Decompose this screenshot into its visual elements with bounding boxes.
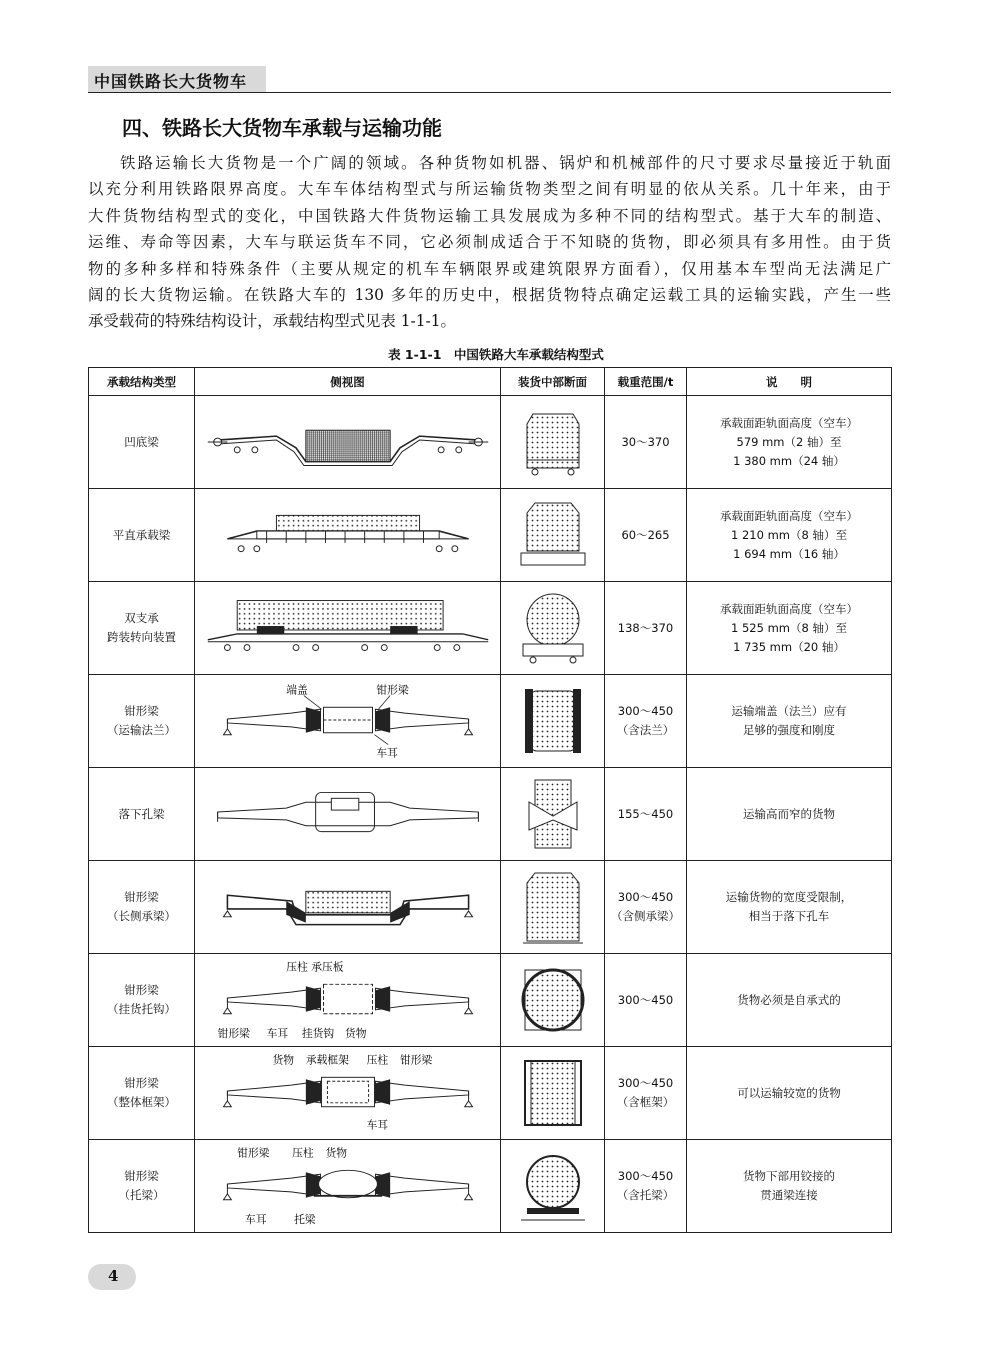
cell-note: [687, 582, 892, 675]
diagram-label: 托梁: [293, 1213, 316, 1227]
diagram-label: 车耳: [266, 1027, 288, 1041]
note-line: 1 210 mm（8 轴）至: [731, 527, 847, 542]
note-line: 579 mm（2 轴）至: [736, 434, 842, 449]
section-drawing: [505, 586, 601, 670]
note-line: 1 735 mm（20 轴）: [733, 639, 845, 654]
diagram-label: 货物: [272, 1053, 294, 1067]
cell-side-view: [195, 768, 501, 861]
cell-note: [687, 1140, 892, 1233]
cell-note: [687, 954, 892, 1047]
diagram-label: 端盖: [285, 683, 308, 697]
side-view-drawing: [198, 1144, 498, 1228]
note-line: 运输端盖（法兰）应有: [731, 704, 847, 718]
note-line: 运输货物的宽度受限制，: [725, 890, 853, 904]
section-drawing: [505, 865, 601, 949]
paragraph-line: 运维、寿命等因素，大车与联运货车不同，它必须制成适合于不知晓的货物，即必须具有多用性。由于货: [88, 233, 891, 252]
type-line: 平直承载梁: [112, 527, 171, 542]
type-line: 钳形梁: [124, 1169, 159, 1183]
load-line: 300～450: [617, 992, 674, 1007]
type-line: 跨装转向装置: [107, 630, 176, 644]
note-line: 货物下部用铰接的: [743, 1169, 835, 1183]
note-line: 足够的强度和刚度: [743, 723, 835, 737]
running-header: 中国铁路长大货物车: [94, 72, 248, 91]
load-line: （含法兰）: [616, 723, 675, 737]
note-line: 运输高而窄的货物: [743, 806, 835, 821]
cell-section-view: [501, 582, 605, 675]
diagram-label: 挂货钩: [301, 1027, 334, 1041]
load-line: 30～370: [621, 434, 670, 449]
cell-note: [687, 1047, 892, 1140]
cell-structure-type: [89, 675, 195, 768]
side-view-drawing: [198, 1051, 498, 1135]
cell-structure-type: [89, 768, 195, 861]
header-load: 载重范围/t: [605, 368, 687, 396]
cell-note: [687, 489, 892, 582]
cell-side-view: [195, 954, 501, 1047]
diagram-label: 压柱: [291, 1146, 314, 1160]
header-rule: [88, 92, 891, 93]
diagram-label: 钳形梁: [399, 1053, 432, 1067]
table-header-row: [89, 368, 892, 396]
diagram-label: 压柱: [366, 1053, 388, 1067]
cell-load-range: [605, 396, 687, 489]
type-line: （挂货托钩）: [107, 1002, 176, 1016]
diagram-label: 货物: [344, 1027, 367, 1041]
body-paragraph: [88, 150, 891, 335]
note-line: 可以运输较宽的货物: [737, 1085, 841, 1100]
paragraph-line: 承受载荷的特殊结构设计，承载结构型式见表 1-1-1。: [88, 312, 456, 331]
note-line: 承载面距轨面高度（空车）: [720, 415, 858, 430]
side-view-drawing: [198, 586, 498, 670]
cell-section-view: [501, 1047, 605, 1140]
section-drawing: [505, 400, 601, 484]
type-line: （长侧承梁）: [107, 909, 176, 923]
cell-note: [687, 675, 892, 768]
cell-load-range: [605, 582, 687, 675]
header-note: 说 明: [687, 368, 892, 396]
table-row: [89, 582, 892, 675]
side-view-drawing: [198, 400, 498, 484]
note-line: 货物必须是自承式的: [737, 992, 841, 1007]
cell-side-view: [195, 489, 501, 582]
type-line: 钳形梁: [124, 983, 159, 997]
cell-section-view: [501, 396, 605, 489]
cell-note: [687, 861, 892, 954]
cell-structure-type: [89, 954, 195, 1047]
load-line: 300～450: [617, 1169, 674, 1183]
table-row: [89, 954, 892, 1047]
type-line: 凹底梁: [124, 434, 159, 449]
cell-side-view: [195, 582, 501, 675]
type-line: 落下孔梁: [118, 806, 165, 821]
paragraph-line: 铁路运输长大货物是一个广阔的领域。各种货物如机器、锅炉和机械部件的尺寸要求尽量接近于轨面: [120, 154, 891, 172]
cell-structure-type: [89, 396, 195, 489]
cell-load-range: [605, 675, 687, 768]
type-line: （运输法兰）: [107, 723, 176, 737]
header-side-view: 侧视图: [195, 368, 501, 396]
load-line: 155～450: [617, 806, 674, 821]
load-line: 60～265: [621, 527, 670, 542]
note-line: 承载面距轨面高度（空车）: [720, 508, 858, 523]
header-section: 装货中部断面: [501, 368, 605, 396]
diagram-label: 钳形梁: [375, 683, 409, 697]
side-view-drawing: [198, 772, 498, 856]
table-row: [89, 675, 892, 768]
paragraph-line: 大件货物结构型式的变化，中国铁路大件货物运输工具发展成为多种不同的结构型式。基于大车的制造、: [88, 206, 891, 225]
cell-section-view: [501, 954, 605, 1047]
section-drawing: [505, 493, 601, 577]
cell-load-range: [605, 1047, 687, 1140]
cell-structure-type: [89, 861, 195, 954]
section-drawing: [505, 1051, 601, 1135]
note-line: 1 380 mm（24 轴）: [733, 453, 845, 468]
paragraph-line: 物的多种多样和特殊条件（主要从规定的机车车辆限界或建筑限界方面看），仅用基本车型尚无法满足广: [88, 259, 891, 278]
section-drawing: [505, 1144, 601, 1228]
table-row: [89, 768, 892, 861]
paragraph-line: 阔的长大货物运输。在铁路大车的 130 多年的历史中，根据货物特点确定运载工具的运输实践，产生一些: [88, 286, 891, 305]
type-line: 钳形梁: [124, 890, 159, 904]
type-line: 钳形梁: [124, 704, 159, 718]
side-view-drawing: [198, 865, 498, 949]
load-line: 138～370: [617, 620, 674, 635]
cell-side-view: [195, 861, 501, 954]
section-drawing: [505, 772, 601, 856]
diagram-label: 车耳: [366, 1118, 388, 1132]
table-row: [89, 396, 892, 489]
section-drawing: [505, 958, 601, 1042]
note-line: 承载面距轨面高度（空车）: [720, 601, 858, 616]
page-number: 4: [108, 1267, 119, 1285]
header-type: 承载结构类型: [89, 368, 195, 396]
cell-structure-type: [89, 1140, 195, 1233]
cell-side-view: [195, 1140, 501, 1233]
cell-structure-type: [89, 1047, 195, 1140]
diagram-label: 钳形梁: [236, 1146, 270, 1160]
note-line: 1 694 mm（16 轴）: [733, 546, 845, 561]
section-title: 四、铁路长大货物车承载与运输功能: [122, 116, 442, 140]
load-line: 300～450: [617, 890, 674, 904]
cell-structure-type: [89, 582, 195, 675]
type-line: 双支承: [124, 611, 159, 625]
paragraph-line: 以充分利用铁路限界高度。大车车体结构型式与所运输货物类型之间有明显的依从关系。几十年来，由于: [88, 180, 891, 199]
table-row: [89, 861, 892, 954]
cell-load-range: [605, 1140, 687, 1233]
cell-section-view: [501, 1140, 605, 1233]
type-line: （整体框架）: [107, 1095, 176, 1109]
table-row: [89, 489, 892, 582]
table-caption: 表 1-1-1 中国铁路大车承载结构型式: [388, 347, 604, 362]
cell-note: [687, 768, 892, 861]
note-line: 相当于落下孔车: [748, 909, 830, 923]
diagram-label: 车耳: [244, 1213, 267, 1227]
diagram-label: 车耳: [375, 746, 398, 760]
cell-note: [687, 396, 892, 489]
cell-side-view: [195, 675, 501, 768]
diagram-label: 钳形梁: [217, 1027, 250, 1041]
diagram-label: 压柱 承压板: [285, 960, 343, 974]
cell-structure-type: [89, 489, 195, 582]
table-row: [89, 1140, 892, 1233]
load-line: （含托梁）: [616, 1188, 675, 1202]
cell-side-view: [195, 396, 501, 489]
table-row: [89, 1047, 892, 1140]
load-line: （含侧承梁）: [611, 909, 680, 923]
cell-section-view: [501, 861, 605, 954]
diagram-label: 承载框架: [305, 1053, 349, 1067]
cell-load-range: [605, 768, 687, 861]
diagram-label: 货物: [324, 1146, 347, 1160]
note-line: 贯通梁连接: [760, 1188, 818, 1202]
cell-load-range: [605, 954, 687, 1047]
side-view-drawing: [198, 493, 498, 577]
load-line: 300～450: [617, 1076, 674, 1090]
section-drawing: [505, 679, 601, 763]
cell-side-view: [195, 1047, 501, 1140]
cell-load-range: [605, 861, 687, 954]
structure-table: [88, 367, 892, 1233]
cell-section-view: [501, 675, 605, 768]
side-view-drawing: [198, 958, 498, 1042]
load-line: （含框架）: [616, 1095, 675, 1109]
cell-section-view: [501, 768, 605, 861]
side-view-drawing: [198, 679, 498, 763]
cell-load-range: [605, 489, 687, 582]
load-line: 300～450: [617, 704, 674, 718]
cell-section-view: [501, 489, 605, 582]
type-line: （托梁）: [118, 1188, 165, 1202]
type-line: 钳形梁: [124, 1076, 159, 1090]
note-line: 1 525 mm（8 轴）至: [731, 620, 847, 635]
